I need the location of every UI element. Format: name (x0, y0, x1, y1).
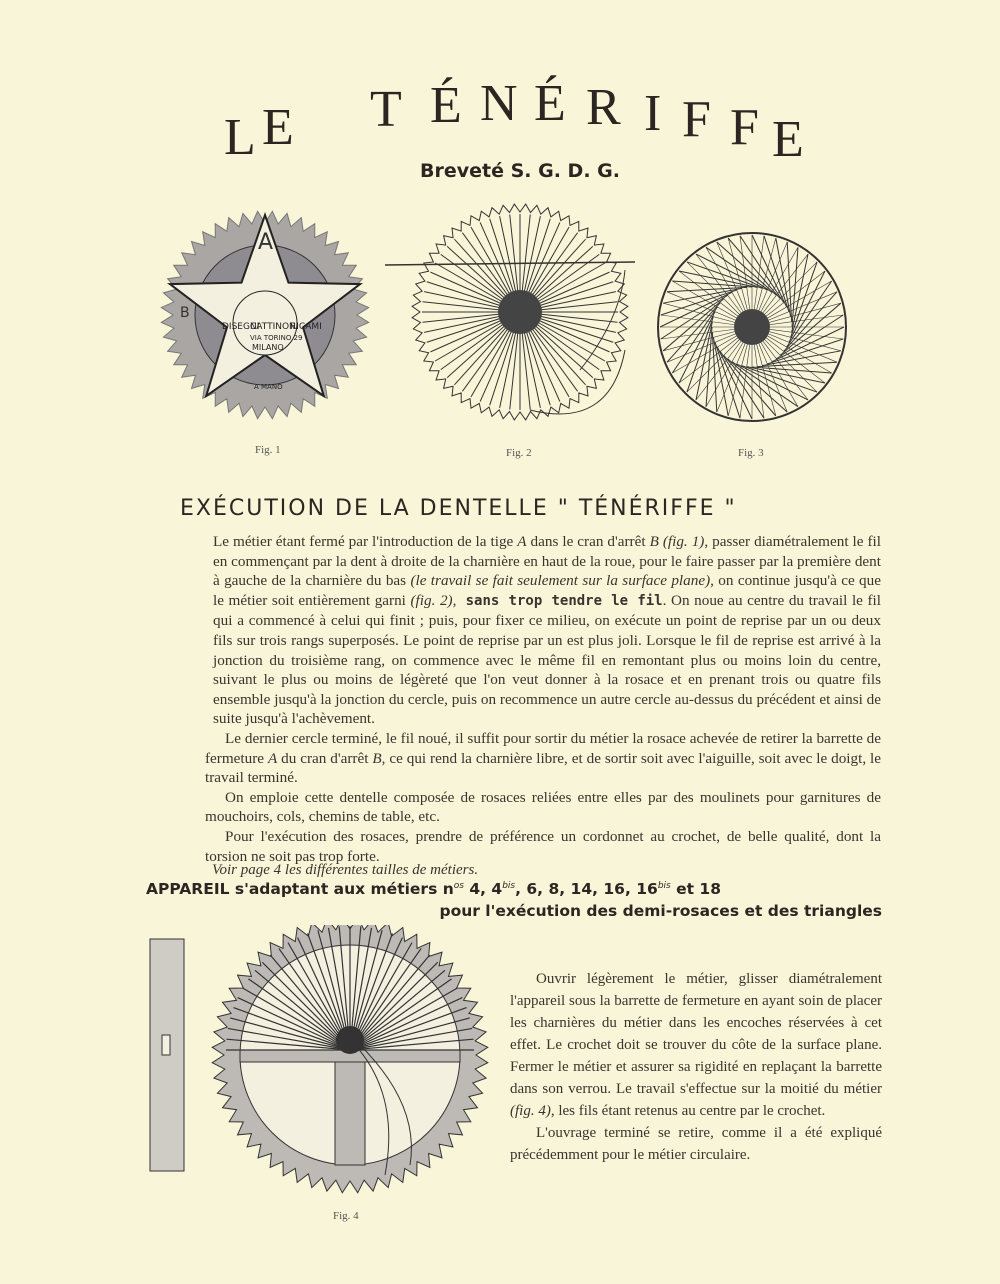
appareil-heading: APPAREIL s'adaptant aux métiers $n^{os}$ 4, $4^{bis}$, 6, 8, 14, 16, $16^{bis}$ et 18 (146, 880, 722, 898)
paragraph: Le dernier cercle terminé, le fil noué, il suffit pour sortir du métier la rosace achevée de retirer la barrette de fermeture A du cran d'arrêt B, ce qui rend la charnière libre, et de sortir soit avec l'aiguille, soit avec le doigt, le travail terminé. (205, 729, 881, 787)
title-letter: N (480, 75, 518, 132)
title-letter: F (682, 91, 711, 148)
figure-1 (150, 205, 380, 430)
subtitle: Breveté S. G. D. G. (420, 160, 620, 182)
rosace-illustration (658, 233, 846, 421)
instructions-text (205, 532, 881, 866)
paragraph: Ouvrir légèrement le métier, glisser diamétralement l'appareil sous la barrette de fermeture en ayant soin de placer les charnières du métier dans les encoches réservées à cet effet. Le crochet doit se trouver du côte de la surface plane. Fermer le métier et assurer sa rigidité en replaçant la barrette dans son verrou. Le travail s'effectue sur la moitié du métier (fig. 4), les fils étant retenus au centre par le crochet. (510, 971, 882, 1119)
title-letter: É (534, 75, 566, 132)
stamp-text: A MANO (254, 383, 283, 391)
title-letter: I (644, 85, 662, 142)
paragraph: Pour l'exécution des rosaces, prendre de préférence un cordonnet au crochet, de belle qualité, dont la torsion ne soit pas trop forte. (205, 827, 881, 865)
stamp-text: DISEGNI (222, 322, 260, 332)
see-page-note: Voir page 4 les différentes tailles de métiers. (212, 862, 479, 878)
figure-3 (650, 225, 855, 430)
title-letter: R (586, 79, 621, 136)
appareil-subheading: pour l'exécution des demi-rosaces et des triangles (439, 902, 882, 920)
title-letter: F (730, 99, 759, 156)
loom-threaded-illustration (385, 204, 635, 420)
stamp-text: CATTINONI (250, 322, 299, 332)
stamp-text: VIA TORINO 29 (250, 334, 303, 342)
label-b: B (180, 305, 190, 321)
fig2-caption: Fig. 2 (506, 447, 532, 459)
fig1-caption: Fig. 1 (255, 444, 281, 456)
paragraph: L'ouvrage terminé se retire, comme il a été expliqué précédemment pour le métier circulaire. (510, 1125, 882, 1163)
stamp-text: RICAMI (290, 322, 322, 332)
paragraph: On emploie cette dentelle composée de rosaces reliées entre elles par des moulinets pour garnitures de mouchoirs, cols, chemins de table, etc. (205, 788, 881, 826)
fig4-caption: Fig. 4 (333, 1210, 359, 1222)
title-letter: T (370, 81, 402, 138)
section-heading: EXÉCUTION DE LA DENTELLE " TÉNÉRIFFE " (180, 496, 737, 521)
title-letter: É (430, 77, 462, 134)
figure-4 (140, 925, 500, 1205)
title-letter: L (224, 109, 256, 166)
stamp-text: MILANO (252, 343, 284, 352)
half-loom-illustration (150, 925, 488, 1193)
page-title (200, 75, 840, 170)
fig3-caption: Fig. 3 (738, 447, 764, 459)
paragraph: Le métier étant fermé par l'introduction de la tige A dans le cran d'arrêt B (fig. 1), passer diamétralement le fil en commençant par la dent à droite de la charnière en haut de la roue, pour le faire passer par la première dent à gauche de la charnière du bas (le travail se fait seulement sur la surface plane), on continue jusqu'à ce que le métier soit entièrement garni (fig. 2), sans trop tendre le fil. On noue au centre du travail le fil qui a commencé à celui qui finit ; puis, pour fixer ce milieu, on exécute un point de reprise par un ou deux fils sur trois rangs superposés. Le point de reprise par un est plus joli. Lorsque le fil de reprise est arrivé à la jonction du troisième rang, on commence avec le même fil en remontant plus ou moins loin du centre, suivant le plus ou moins de légèreté que l'on veut donner à la rosace et en prenant trois ou quatre fils ensemble jusqu'à la jonction du cercle, puis on recommence un autre cercle au-dessus du précédent et ainsi de suite jusqu'à l'achèvement. (213, 533, 881, 728)
appareil-text (510, 968, 882, 1166)
title-letter: E (772, 111, 804, 168)
figure-2 (380, 200, 640, 430)
label-a: A (258, 230, 274, 255)
title-letter: E (262, 99, 294, 156)
